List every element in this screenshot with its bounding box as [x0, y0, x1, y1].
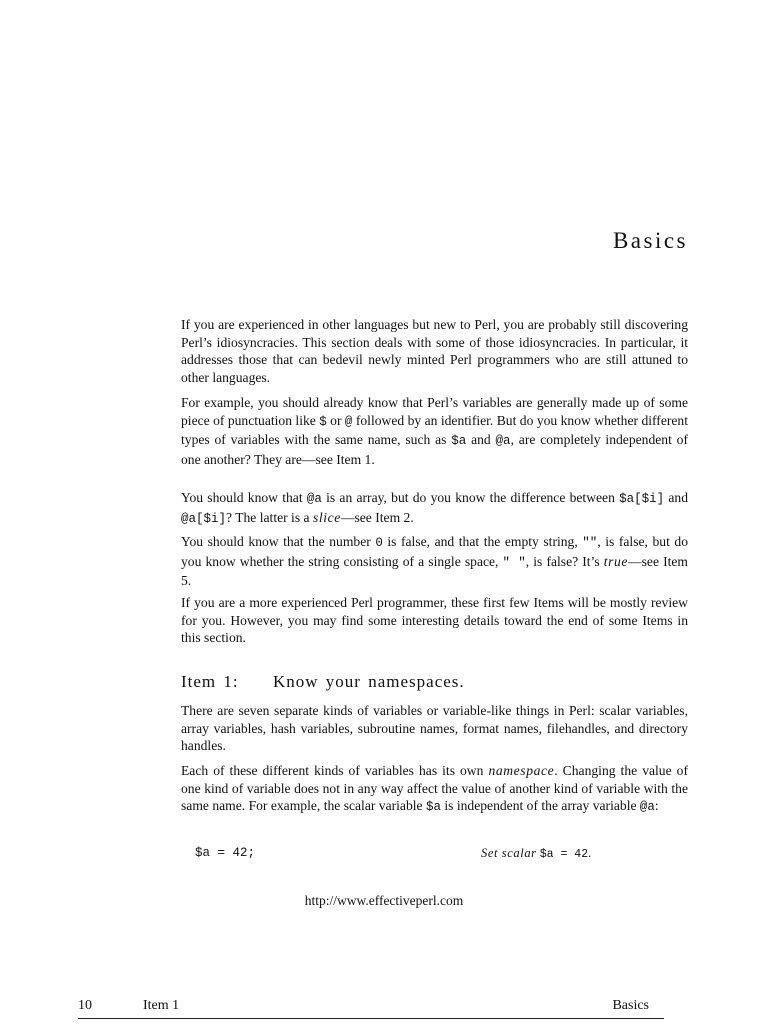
footer-rule — [78, 1018, 664, 1019]
code-space-string: " " — [502, 555, 526, 570]
code-zero: 0 — [375, 536, 383, 550]
code-array-a: @a — [495, 434, 511, 448]
text: is false, and that the empty string, — [382, 534, 583, 549]
code-scalar-a: $a — [451, 434, 467, 448]
intro-paragraph-1: If you are experienced in other languages but new to Perl, you are probably still discovering Perl’s idiosyncracies. This section deals with some of those idiosyncracies. In particular, it addresses those that can bedevil newly minted Perl programmers who are still attuned to other languages. — [181, 317, 688, 385]
item-heading — [181, 672, 465, 692]
text: and — [466, 432, 496, 447]
item-number: Item 1: — [181, 672, 239, 691]
footer-page-number: 10 — [78, 998, 92, 1013]
text: , is false, but do you know whether the string consisting of a single space, — [181, 534, 688, 569]
text: or — [326, 412, 345, 428]
intro-paragraph-5: If you are a more experienced Perl programmer, these first few Items will be mostly review for you. However, you may find some interesting details toward the end of some Items in this section. — [181, 595, 688, 645]
code-at: @ — [344, 414, 353, 429]
item-paragraph-2 — [181, 762, 688, 817]
footer-section: Basics — [612, 998, 649, 1013]
code-comment — [481, 846, 591, 861]
text: ? The latter is a — [226, 509, 313, 525]
code-scalar-a: $a — [425, 800, 441, 814]
code-element: $a[$i] — [619, 492, 665, 506]
text: is independent of the array variable — [440, 798, 640, 813]
item-title: Know your namespaces. — [273, 672, 465, 691]
chapter-title: Basics — [612, 228, 688, 253]
item-paragraph-1: There are seven separate kinds of variables or variable-like things in Perl: scalar variables, array variables, hash variables, subroutine names, format names, filehandles, and directory handles. — [181, 703, 688, 753]
code-slice: @a[$i] — [181, 511, 227, 526]
term-true: true — [603, 553, 629, 569]
website-url: http://www.effectiveperl.com — [304, 893, 464, 908]
term-slice: slice — [312, 509, 341, 525]
text: You should know that the number — [181, 534, 376, 549]
term-namespace: namespace — [488, 763, 555, 778]
intro-paragraph-4 — [181, 533, 688, 590]
text: —see Item 5. — [181, 553, 688, 588]
text: You should know that — [181, 490, 307, 505]
text: followed by an identifier. But do you know whether different types of variables with the same name, such as — [181, 412, 688, 447]
footer-item: Item 1 — [143, 998, 180, 1013]
text: . Changing the value of one kind of variable does not in any way affect the value of another kind of variable with the same name. For example, the scalar variable — [181, 763, 688, 813]
code-array-a: @a — [639, 800, 655, 814]
text: and — [664, 490, 689, 505]
comment-code: $a = 42 — [539, 848, 589, 861]
comment-end: . — [588, 846, 592, 860]
text: —see Item 2. — [340, 509, 414, 525]
text: , are completely independent of one another? They are—see Item 1. — [181, 432, 688, 467]
code-dollar: $ — [319, 414, 327, 429]
code-array-a: @a — [306, 492, 322, 506]
intro-paragraph-2 — [181, 394, 688, 468]
text: , is false? It’s — [525, 553, 604, 569]
text: is an array, but do you know the difference between — [321, 490, 620, 505]
code-empty-string: "" — [582, 536, 598, 550]
intro-paragraph-3 — [181, 489, 688, 528]
text: Each of these different kinds of variables has its own — [181, 763, 489, 778]
comment-text: Set scalar — [481, 846, 537, 860]
text: : — [654, 798, 659, 813]
text: For example, you should already know that Perl’s variables are generally made up of some piece of punctuation like — [181, 395, 688, 428]
code-example: $a = 42; — [195, 846, 256, 860]
